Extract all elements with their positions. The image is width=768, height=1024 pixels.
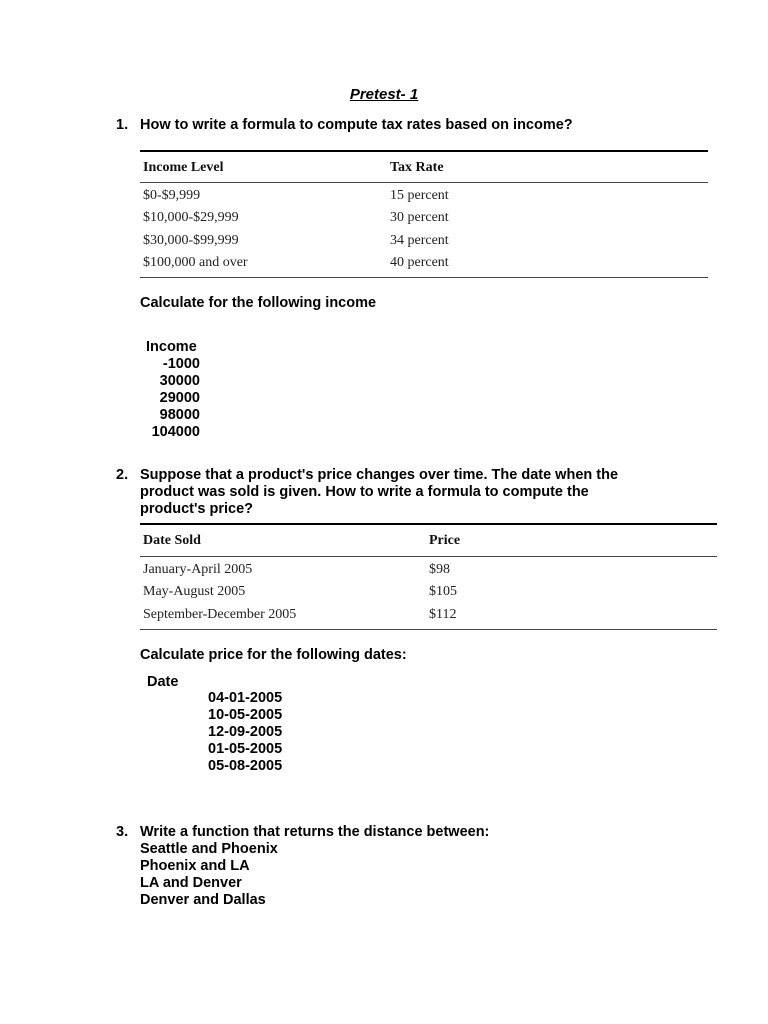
distance-pair: Denver and Dallas: [140, 892, 266, 908]
date-value: 10-05-2005: [208, 707, 283, 723]
question-2-line: Suppose that a product's price changes over time. The date when the: [140, 467, 619, 483]
table-cell: $98: [429, 562, 450, 577]
table-cell: $0-$9,999: [143, 188, 201, 203]
income-label: Income: [146, 339, 197, 355]
q1-calc-prompt: Calculate for the following income: [140, 295, 377, 311]
distance-pair: Seattle and Phoenix: [140, 841, 278, 857]
table-cell: 40 percent: [390, 255, 449, 270]
distance-pair-list: [140, 841, 278, 909]
income-value: 104000: [151, 424, 200, 440]
income-value: -1000: [162, 356, 200, 372]
q2-calc-prompt: Calculate price for the following dates:: [140, 647, 407, 663]
table-header-tax-rate: Tax Rate: [390, 160, 444, 175]
question-1-text: How to write a formula to compute tax rates based on income?: [140, 117, 573, 133]
date-label: Date: [147, 674, 179, 690]
table-header-rule: [140, 182, 708, 183]
question-2-line: product's price?: [140, 501, 254, 517]
table-bottom-rule: [140, 629, 717, 630]
table-cell: $10,000-$29,999: [143, 210, 239, 225]
table-cell: September-December 2005: [143, 607, 297, 622]
distance-pair: Phoenix and LA: [140, 858, 250, 874]
table-cell: January-April 2005: [143, 562, 253, 577]
income-list: [140, 356, 200, 441]
question-2-text: [140, 467, 618, 518]
table-header-date-sold: Date Sold: [143, 533, 201, 548]
price-table: [140, 523, 717, 633]
table-cell: 15 percent: [390, 188, 449, 203]
table-header-rule: [140, 556, 717, 557]
question-1-number: 1.: [116, 117, 129, 133]
table-cell: 34 percent: [390, 233, 449, 248]
date-value: 04-01-2005: [208, 690, 283, 706]
table-cell: $112: [429, 607, 457, 622]
table-bottom-rule: [140, 277, 708, 278]
date-value: 12-09-2005: [208, 724, 283, 740]
question-2-line: product was sold is given. How to write a formula to compute the: [140, 484, 589, 500]
date-value: 05-08-2005: [208, 758, 283, 774]
table-cell: $30,000-$99,999: [143, 233, 239, 248]
income-value: 30000: [159, 373, 200, 389]
income-value: 29000: [159, 390, 200, 406]
question-3-number: 3.: [116, 824, 129, 840]
tax-rate-table: [140, 150, 708, 280]
question-3-text: Write a function that returns the distance between:: [140, 824, 490, 840]
table-cell: $100,000 and over: [143, 255, 248, 270]
table-cell: $105: [429, 584, 457, 599]
question-2-number: 2.: [116, 467, 129, 483]
table-cell: May-August 2005: [143, 584, 246, 599]
date-value: 01-05-2005: [208, 741, 283, 757]
table-cell: 30 percent: [390, 210, 449, 225]
table-header-income-level: Income Level: [143, 160, 224, 175]
table-top-rule: [140, 150, 708, 152]
income-value: 98000: [159, 407, 200, 423]
table-top-rule: [140, 523, 717, 525]
date-list: [208, 690, 282, 775]
page-title: Pretest- 1: [349, 86, 419, 103]
distance-pair: LA and Denver: [140, 875, 242, 891]
table-header-price: Price: [429, 533, 461, 548]
